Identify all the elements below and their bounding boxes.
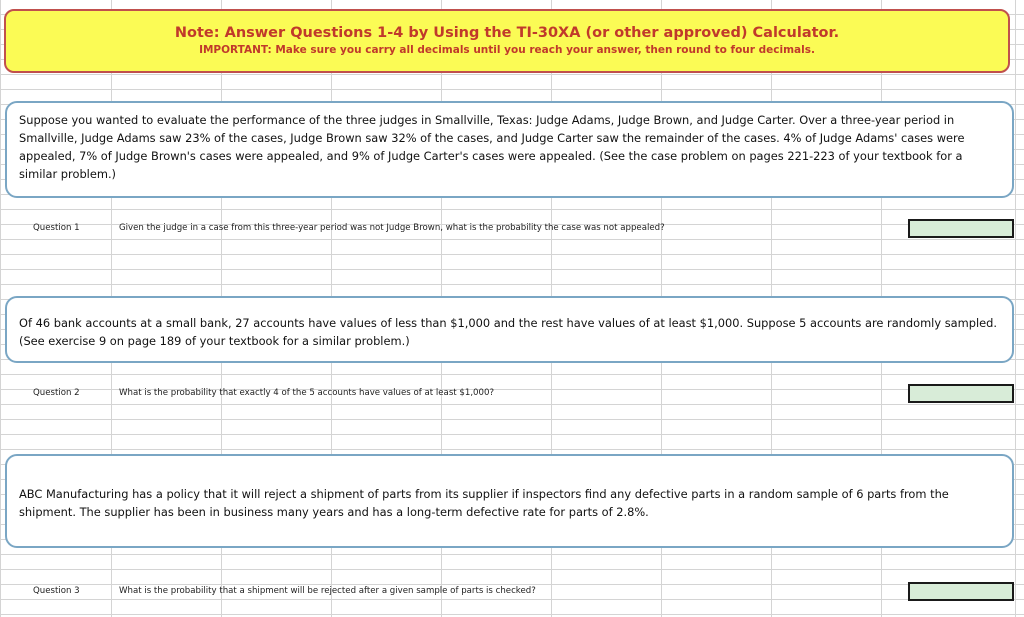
question-3-label: Question 3 xyxy=(33,586,80,596)
note-title: Note: Answer Questions 1-4 by Using the TI-30XA (or other approved) Calculator. xyxy=(174,25,840,41)
problem-3-text-box xyxy=(5,454,1014,548)
question-2-answer-cell[interactable] xyxy=(908,384,1014,403)
problem-2-text-box xyxy=(5,296,1014,363)
question-3-row xyxy=(0,586,1024,600)
question-1-text: Given the judge in a case from this three-year period was not Judge Brown, what is the probability the case was not appealed? xyxy=(119,223,665,233)
question-2-label: Question 2 xyxy=(33,388,80,398)
note-important: IMPORTANT: Make sure you carry all decimals until you reach your answer, then round to four decimals. xyxy=(199,44,815,56)
grid-column-line xyxy=(1015,0,1016,617)
grid-column-line xyxy=(0,0,1,617)
problem-3-text: ABC Manufacturing has a policy that it will reject a shipment of parts from its supplier if inspectors find any defective parts in a random sample of 6 parts from the shipment. The supplier has been in business many years and has a long-term defective rate for parts of 2.8%. xyxy=(19,487,949,519)
question-2-text: What is the probability that exactly 4 of the 5 accounts have values of at least $1,000? xyxy=(119,388,495,398)
question-2-row xyxy=(0,388,1024,402)
question-1-answer-cell[interactable] xyxy=(908,219,1014,238)
problem-1-text: Suppose you wanted to evaluate the performance of the three judges in Smallville, Texas: Judge Adams, Judge Brown, and Judge Carter. Over a three-year period in Smallville, Judge Adams saw 23% of the cases, Judge Brown saw 32% of the cases, and Judge Carter saw the remainder of the cases. 4% of Judge Adams' cases were appealed, 7% of Judge Brown's cases were appealed, and 9% of Judge Carter's cases were appealed. (See the case problem on pages 221-223 of your textbook for a similar problem.) xyxy=(19,113,965,181)
question-1-row xyxy=(0,223,1024,237)
calculator-note-box xyxy=(4,9,1010,73)
question-1-label: Question 1 xyxy=(33,223,80,233)
question-3-text: What is the probability that a shipment will be rejected after a given sample of parts is checked? xyxy=(119,586,536,596)
problem-1-text-box xyxy=(5,101,1014,198)
question-3-answer-cell[interactable] xyxy=(908,582,1014,601)
problem-2-text: Of 46 bank accounts at a small bank, 27 accounts have values of less than $1,000 and the rest have values of at least $1,000. Suppose 5 accounts are randomly sampled. (See exercise 9 on page 189 of your textbook for a similar problem.) xyxy=(19,316,997,348)
